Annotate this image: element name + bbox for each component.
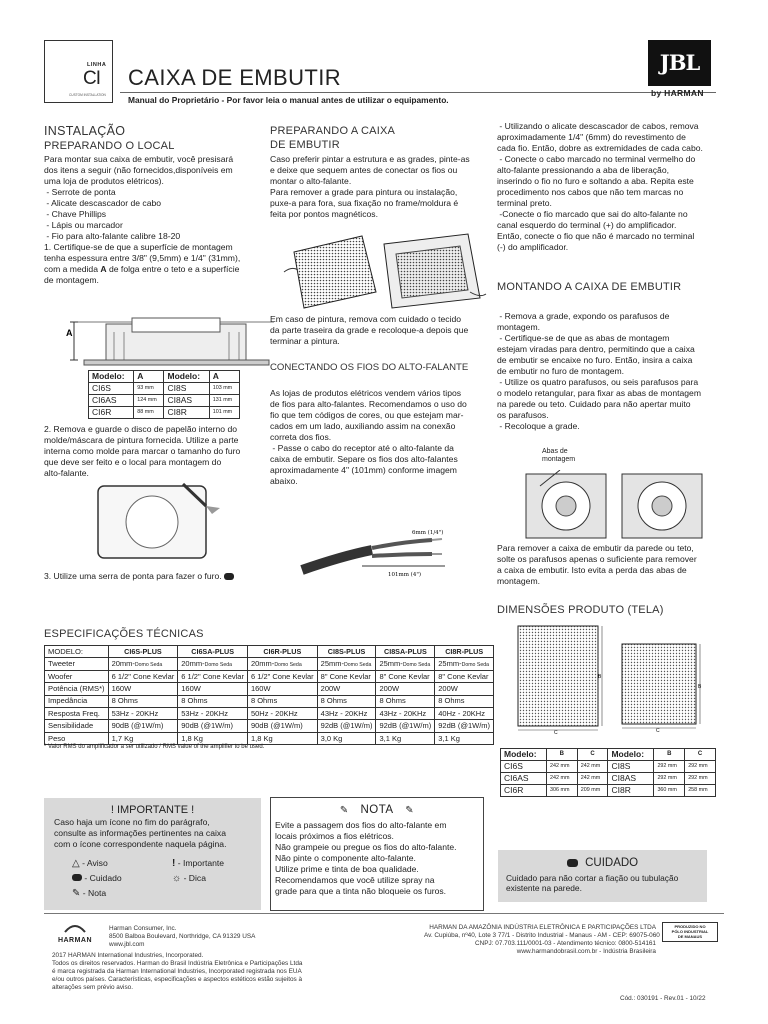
dim-c-label-2: C bbox=[656, 728, 660, 734]
text-line: caixa de embutir. Separe os fios dos alto-falantes bbox=[270, 454, 458, 464]
text-line: Em caso de pintura, remova com cuidado o tecido bbox=[270, 314, 462, 324]
table-header-cell: A bbox=[209, 371, 239, 383]
spec-cell: 50Hz - 20KHz bbox=[247, 707, 317, 719]
spec-cell: 200W bbox=[317, 683, 376, 695]
text-line: terminal preto. bbox=[497, 198, 552, 208]
table-cell: CI6S bbox=[89, 382, 134, 394]
text-line: cados em um lado, auxiliando assim na conexão bbox=[270, 421, 456, 431]
text-line: terminar a pintura. bbox=[270, 336, 340, 346]
text-line: que deve ser feito e o local para montagem do bbox=[44, 457, 222, 467]
table-header-cell: B bbox=[546, 749, 577, 761]
col3-wiring-text bbox=[497, 121, 727, 253]
table-header-cell: B bbox=[654, 749, 685, 761]
preparando-caixa-text bbox=[270, 154, 495, 220]
text-line: de fios para alto-falantes. Recomendamos o uso do bbox=[270, 399, 467, 409]
spec-label-cell: Potência (RMS*) bbox=[45, 683, 109, 695]
spec-cell: 25mm-Domo Seda bbox=[435, 658, 494, 670]
text-line: 1. Certifique-se de que a superfície de montagem bbox=[44, 242, 233, 252]
specs-heading: ESPECIFICAÇÕES TÉCNICAS bbox=[44, 628, 204, 640]
table-cell: 88 mm bbox=[134, 406, 164, 418]
table-cell: 292 mm bbox=[654, 772, 685, 784]
text-line: alto-falante pressionando a aba de liberação, bbox=[497, 165, 669, 175]
mounting-tabs-illustration bbox=[522, 470, 712, 542]
text-line: puxe-a para fora, sua fixação no frame/moldura é bbox=[270, 198, 459, 208]
spec-cell: 53Hz - 20KHz bbox=[178, 707, 248, 719]
text-line: o modelo retangular, para fixar as abas de montagem bbox=[497, 388, 701, 398]
text-line: - Passe o cabo do receptor até o alto-falante da bbox=[270, 443, 454, 453]
text-line: tenha espessura entre 3/8" (9,5mm) e 1/4" (31mm), bbox=[44, 253, 241, 263]
importante-box bbox=[44, 798, 261, 910]
dim-c-label-1: C bbox=[554, 730, 558, 734]
text-line: inserindo o fio no furo e soltando a aba. Repita este bbox=[497, 176, 694, 186]
table-cell: 292 mm bbox=[685, 760, 716, 772]
spec-cell: 200W bbox=[435, 683, 494, 695]
text-line: - Alicate descascador de cabo bbox=[44, 198, 162, 208]
footer-divider bbox=[44, 913, 724, 914]
spec-cell: 1,8 Kg bbox=[247, 732, 317, 744]
table-cell: 306 mm bbox=[546, 784, 577, 796]
spec-header-cell: CI6R-PLUS bbox=[247, 646, 317, 658]
table-cell: CI6S bbox=[501, 760, 547, 772]
remover-text bbox=[497, 543, 727, 587]
text-line: (-) do amplificador. bbox=[497, 242, 569, 252]
spec-cell: 43Hz - 20KHz bbox=[317, 707, 376, 719]
grille-dimensions-illustration bbox=[510, 622, 720, 734]
table-cell: CI6AS bbox=[89, 394, 134, 406]
table-row bbox=[45, 732, 494, 744]
table-cell: 292 mm bbox=[654, 760, 685, 772]
table-row bbox=[89, 394, 240, 406]
spec-label-cell: Impedância bbox=[45, 695, 109, 707]
nota-text bbox=[271, 818, 483, 899]
text-line: Para montar sua caixa de embutir, você presisará bbox=[44, 154, 234, 164]
spec-cell: 8" Cone Kevlar bbox=[317, 670, 376, 682]
text-line: Utilize prime e tinta de boa qualidade. bbox=[275, 863, 419, 874]
spec-cell: 200W bbox=[376, 683, 435, 695]
spec-cell-sub: Domo Seda bbox=[274, 662, 302, 669]
table-cell: 242 mm bbox=[577, 760, 608, 772]
spec-label-cell: Resposta Freq. bbox=[45, 707, 109, 719]
step2-text bbox=[44, 424, 274, 479]
table-cell: 93 mm bbox=[134, 382, 164, 394]
logo-ci-text: CI bbox=[83, 68, 100, 89]
table-cell: CI8S bbox=[164, 382, 209, 394]
spec-cell: 53Hz - 20KHz bbox=[108, 707, 178, 719]
footer-line: Todos os direitos reservados. Harman do Brasil Indústria Eletrônica e Participações Ltda bbox=[52, 960, 303, 967]
spec-cell: 8 Ohms bbox=[178, 695, 248, 707]
spec-header-cell: CI8S-PLUS bbox=[317, 646, 376, 658]
text-line: - Remova a grade, expondo os parafusos de bbox=[497, 311, 670, 321]
table-cell: CI8AS bbox=[164, 394, 209, 406]
table-row bbox=[45, 658, 494, 670]
footer-line: 2017 HARMAN International Industries, Incorporated. bbox=[52, 952, 204, 959]
text-line: - Serrote de ponta bbox=[44, 187, 116, 197]
spec-cell: 20mm-Domo Seda bbox=[247, 658, 317, 670]
text-line: interna como molde para marcar o tamanho do furo bbox=[44, 446, 241, 456]
page-title: CAIXA DE EMBUTIR bbox=[128, 65, 341, 90]
manaus-seal bbox=[662, 922, 718, 942]
text-line: montar o alto-falante. bbox=[270, 176, 352, 186]
preparando-caixa-heading1: PREPARANDO A CAIXA bbox=[270, 125, 396, 137]
preparando-local-heading: PREPARANDO O LOCAL bbox=[44, 140, 175, 152]
exclamation-icon: ! bbox=[172, 858, 176, 869]
text-line: existente na parede. bbox=[506, 883, 582, 894]
text-line: feita por pontos magnéticos. bbox=[270, 209, 378, 219]
ceiling-mount-illustration bbox=[44, 312, 274, 372]
spec-cell: 92dB (@1W/m) bbox=[376, 720, 435, 732]
footer-line: www.jbl.com bbox=[109, 941, 145, 948]
dim-a-bold: A bbox=[100, 264, 107, 274]
table-header-cell: C bbox=[577, 749, 608, 761]
spec-cell: 90dB (@1W/m) bbox=[247, 720, 317, 732]
spec-cell: 160W bbox=[178, 683, 248, 695]
table-cell: 209 mm bbox=[577, 784, 608, 796]
table-cell: CI6R bbox=[89, 406, 134, 418]
legend-aviso bbox=[72, 856, 122, 871]
table-header-cell: A bbox=[134, 371, 164, 383]
legend-importante bbox=[172, 856, 224, 871]
text-line: com o ícone correspondente naquela página. bbox=[54, 839, 227, 850]
spec-cell-sub: Domo Seda bbox=[134, 662, 163, 669]
note-icon: ✎ bbox=[72, 888, 81, 899]
conectando-text bbox=[270, 388, 495, 487]
table-header-cell: Modelo: bbox=[89, 371, 134, 383]
note-icon: ✎ bbox=[405, 805, 415, 816]
montando-heading: MONTANDO A CAIXA DE EMBUTIR bbox=[497, 281, 682, 293]
dimensions-table bbox=[500, 748, 716, 797]
table-cell: 131 mm bbox=[209, 394, 239, 406]
spec-cell: 8 Ohms bbox=[247, 695, 317, 707]
table-cell: 101 mm bbox=[209, 406, 239, 418]
wire-label-6mm: 6mm (1/4") bbox=[412, 530, 444, 536]
table-row bbox=[89, 406, 240, 418]
text-line: - Chave Phillips bbox=[44, 209, 107, 219]
table-header-cell: Modelo: bbox=[608, 749, 654, 761]
logo-linha-text: LINHA bbox=[87, 62, 107, 68]
table-row bbox=[501, 772, 716, 784]
table-header-cell: Modelo: bbox=[164, 371, 209, 383]
spec-cell: 6 1/2" Cone Kevlar bbox=[178, 670, 248, 682]
instalacao-text bbox=[44, 154, 274, 286]
spec-cell: 6 1/2" Cone Kevlar bbox=[108, 670, 178, 682]
spec-cell: 20mm-Domo Seda bbox=[108, 658, 178, 670]
seal-line: DE MANAUS bbox=[677, 934, 703, 939]
text-line: Recomendamos que você utilize spray na bbox=[275, 874, 435, 885]
spec-cell: 6 1/2" Cone Kevlar bbox=[247, 670, 317, 682]
text-line: Caso preferir pintar a estrutura e as grades, pinte-as bbox=[270, 154, 470, 164]
spec-header-cell: CI8SA-PLUS bbox=[376, 646, 435, 658]
spec-cell: 3,1 Kg bbox=[435, 732, 494, 744]
legend-dica bbox=[172, 871, 224, 886]
instalacao-heading: INSTALAÇÃO bbox=[44, 124, 126, 138]
text-line: os parafusos. bbox=[497, 410, 549, 420]
cuidado-text bbox=[498, 871, 707, 897]
spec-header-cell: CI6S-PLUS bbox=[108, 646, 178, 658]
table-row bbox=[501, 784, 716, 796]
importante-title: ! IMPORTANTE ! bbox=[110, 804, 195, 816]
footer-line: Av. Cupiúba, nº40, Lote 3 77/1 - Distrito Industrial - Manaus - AM - CEP: 69075-060 bbox=[424, 932, 660, 939]
text-line: canal esquerdo do terminal (+) do amplificador. bbox=[497, 220, 677, 230]
dimensoes-heading: DIMENSÕES PRODUTO (TELA) bbox=[497, 604, 664, 616]
text-line: - Lápis ou marcador bbox=[44, 220, 123, 230]
footer-line: CNPJ: 07.703.111/0001-03 - Atendimento técnico: 0800-514161 bbox=[475, 940, 656, 947]
cuidado-icon bbox=[224, 573, 234, 580]
spec-header-cell: CI8R-PLUS bbox=[435, 646, 494, 658]
cuidado-icon bbox=[72, 874, 82, 881]
pintura-text bbox=[270, 314, 495, 347]
warning-icon: △ bbox=[72, 858, 80, 869]
spec-cell: 40Hz - 20KHz bbox=[435, 707, 494, 719]
text-line: correta dos fios. bbox=[270, 432, 332, 442]
footer-line: Harman Consumer, Inc. bbox=[109, 925, 177, 932]
spec-label-cell: Woofer bbox=[45, 670, 109, 682]
spec-label-cell: Peso bbox=[45, 732, 109, 744]
dim-a-label: A bbox=[66, 328, 73, 338]
preparando-caixa-heading2: DE EMBUTIR bbox=[270, 139, 340, 151]
table-cell: CI6R bbox=[501, 784, 547, 796]
seal-line: PRODUZIDO NO bbox=[674, 924, 706, 929]
text-line: e deixe que sequem antes de conectar os fios ou bbox=[270, 165, 458, 175]
text-line: 2. Remova e guarde o disco de papelão interno do bbox=[44, 424, 238, 434]
spec-cell: 92dB (@1W/m) bbox=[435, 720, 494, 732]
note-icon: ✎ bbox=[339, 805, 349, 816]
spec-cell: 1,8 Kg bbox=[178, 732, 248, 744]
text-line: - Conecte o cabo marcado no terminal vermelho do bbox=[497, 154, 696, 164]
footer-line: 8500 Balboa Boulevard, Northridge, CA 91329 USA bbox=[109, 933, 256, 940]
wire-label-101mm: 101mm (4") bbox=[388, 572, 421, 578]
text-line: Não pinte o componente alto-falante. bbox=[275, 852, 416, 863]
harman-emblem-icon bbox=[63, 922, 87, 934]
footer-line: e/ou outros países. Características, especificações e aspectos estéticos estão sujeitos à bbox=[52, 976, 303, 983]
spec-header-cell: MODELO: bbox=[45, 646, 109, 658]
table-cell: CI8R bbox=[164, 406, 209, 418]
text-line: Cuidado para não cortar a fiação ou tubulação bbox=[506, 872, 679, 883]
spec-cell: 8 Ohms bbox=[317, 695, 376, 707]
table-cell: 242 mm bbox=[546, 760, 577, 772]
text-line: montagem. bbox=[497, 322, 540, 332]
footer-copyright bbox=[52, 952, 302, 992]
legend-nota-label: - Nota bbox=[82, 888, 107, 898]
footer-line: HARMAN DA AMAZÔNIA INDÚSTRIA ELETRÔNICA E PARTICIPAÇÕES LTDA bbox=[429, 924, 656, 931]
text-line: Evite a passagem dos fios do alto-falante em bbox=[275, 819, 447, 830]
spec-cell: 8" Cone Kevlar bbox=[435, 670, 494, 682]
linha-ci-logo bbox=[44, 40, 113, 103]
text-line: - Utilize os quatro parafusos, ou seis parafusos para bbox=[497, 377, 699, 387]
legend-dica-label: - Dica bbox=[183, 873, 207, 883]
text-line: - Certifique-se de que as abas de montagem bbox=[497, 333, 670, 343]
spec-cell: 25mm-Domo Seda bbox=[376, 658, 435, 670]
text-line: Para remover a grade para pintura ou instalação, bbox=[270, 187, 458, 197]
spec-cell: 8 Ohms bbox=[435, 695, 494, 707]
table-cell: 360 mm bbox=[654, 784, 685, 796]
abas-label-2: montagem bbox=[542, 456, 576, 464]
spec-cell-sub: Domo Seda bbox=[461, 662, 490, 669]
table-cell: 242 mm bbox=[577, 772, 608, 784]
text-line: - Fio para alto-falante calibre 18-20 bbox=[44, 231, 181, 241]
text-line: Caso haja um ícone no fim do parágrafo, bbox=[54, 817, 210, 828]
table-cell: CI8S bbox=[608, 760, 654, 772]
spec-cell-sub: Domo Seda bbox=[402, 662, 431, 669]
nota-title: NOTA bbox=[360, 804, 394, 816]
text-line: alto-falante. bbox=[44, 468, 89, 478]
spec-cell: 43Hz - 20KHz bbox=[376, 707, 435, 719]
harman-footer-text: HARMAN bbox=[57, 937, 93, 944]
text-line: - Utilizando o alicate descascador de cabos, remova bbox=[497, 121, 699, 131]
footer-br-address bbox=[424, 924, 660, 956]
legend-aviso-label: - Aviso bbox=[82, 858, 108, 868]
nota-title-row bbox=[271, 803, 483, 818]
spec-cell: 8 Ohms bbox=[108, 695, 178, 707]
text-line: Não grampeie ou pregue os fios do alto-falante. bbox=[275, 841, 457, 852]
wire-strip-illustration bbox=[300, 520, 490, 582]
text-line: locais próximos a fios elétricos. bbox=[275, 830, 394, 841]
footer-line: www.harmandobrasil.com.br - Indústria Brasileira bbox=[516, 948, 656, 955]
spec-cell: 8" Cone Kevlar bbox=[376, 670, 435, 682]
table-row bbox=[501, 760, 716, 772]
table-cell: 258 mm bbox=[685, 784, 716, 796]
clearance-table bbox=[88, 370, 240, 419]
text-line: grade para que a tinta não bloqueie os furos. bbox=[275, 885, 447, 896]
footer-line: é marca registrada da Harman International Industries, Incorporated registrada nos EUA bbox=[52, 968, 302, 975]
text-line: Então, conecte o fio que não é marcado no terminal bbox=[497, 231, 695, 241]
specs-footnote: * Valor RMS do amplificador a ser utilizado / RMS value of the amplifier to be used. bbox=[44, 744, 265, 750]
montando-text bbox=[497, 311, 727, 432]
footer-us-address bbox=[109, 925, 255, 949]
text-line: de embutir no furo de montagem. bbox=[497, 366, 625, 376]
header-divider bbox=[120, 92, 716, 93]
cuidado-icon bbox=[567, 859, 578, 867]
table-cell: CI8R bbox=[608, 784, 654, 796]
dim-b-label-1: B bbox=[598, 674, 602, 680]
table-cell: 124 mm bbox=[134, 394, 164, 406]
importante-text bbox=[44, 817, 261, 850]
table-row bbox=[45, 707, 494, 719]
spec-header-cell: CI6SA-PLUS bbox=[178, 646, 248, 658]
text-line: dos itens a seguir (não fornecidos,disponíveis em bbox=[44, 165, 233, 175]
step3-text bbox=[44, 571, 234, 582]
seal-line: PÓLO INDUSTRIAL bbox=[671, 929, 709, 934]
table-header-cell: Modelo: bbox=[501, 749, 547, 761]
text-line: estejam viradas para dentro, permitindo que a caixa bbox=[497, 344, 695, 354]
spec-cell: 3,0 Kg bbox=[317, 732, 376, 744]
table-row bbox=[45, 670, 494, 682]
template-tracing-illustration bbox=[88, 478, 228, 568]
footer-code: Cód.: 030191 - Rev.01 - 10/22 bbox=[620, 995, 706, 1002]
table-cell: 103 mm bbox=[209, 382, 239, 394]
by-harman-logo: by HARMAN bbox=[651, 88, 704, 98]
table-header-cell: C bbox=[685, 749, 716, 761]
grille-removal-illustration bbox=[280, 222, 490, 314]
jbl-logo: JBL bbox=[648, 40, 711, 86]
table-row bbox=[45, 720, 494, 732]
nota-box bbox=[270, 797, 484, 911]
spec-cell: 8 Ohms bbox=[376, 695, 435, 707]
text-line: solte os parafusos apenas o suficiente para remover bbox=[497, 554, 697, 564]
text-line: fio que tem códigos de cores, ou que estejam mar- bbox=[270, 410, 464, 420]
spec-cell: 3,1 Kg bbox=[376, 732, 435, 744]
spec-cell: 92dB (@1W/m) bbox=[317, 720, 376, 732]
spec-cell: 25mm-Domo Seda bbox=[317, 658, 376, 670]
text-line: com a medida A de folga entre o teto e a superfície bbox=[44, 264, 240, 274]
text-line: As lojas de produtos elétricos vendem vários tipos bbox=[270, 388, 462, 398]
text-line: aproximadamente 1/4" (6mm) do revestimento de bbox=[497, 132, 686, 142]
spec-cell: 20mm-Domo Seda bbox=[178, 658, 248, 670]
legend-importante-label: - Importante bbox=[177, 858, 225, 868]
cuidado-title: CUIDADO bbox=[585, 857, 639, 869]
text-line: abaixo. bbox=[270, 476, 298, 486]
spec-cell: 90dB (@1W/m) bbox=[178, 720, 248, 732]
abas-label-1: Abas de bbox=[542, 448, 568, 455]
abas-label bbox=[542, 448, 575, 465]
text-line: Para remover a caixa de embutir da parede ou teto, bbox=[497, 543, 694, 553]
conectando-heading: CONECTANDO OS FIOS DO ALTO-FALANTE bbox=[270, 362, 469, 373]
harman-footer-logo bbox=[52, 922, 98, 946]
spec-label-cell: Tweeter bbox=[45, 658, 109, 670]
text-line: uma loja de produtos elétricos). bbox=[44, 176, 164, 186]
text-line: -Conecte o fio marcado que sai do alto-falante no bbox=[497, 209, 688, 219]
spec-cell-sub: Domo Seda bbox=[204, 662, 233, 669]
text-line: de embutir se encaixe no furo. Então, insira a caixa bbox=[497, 355, 693, 365]
table-cell: 292 mm bbox=[685, 772, 716, 784]
spec-cell: 160W bbox=[247, 683, 317, 695]
text-line: procedimento nos cabos que não tem marcas no bbox=[497, 187, 684, 197]
step3-label: 3. Utilize uma serra de ponta para fazer o furo. bbox=[44, 571, 222, 581]
table-cell: CI6AS bbox=[501, 772, 547, 784]
text-line: montagem. bbox=[497, 576, 540, 586]
footer-line: alterações sem prévio aviso. bbox=[52, 984, 133, 991]
text-line: na parede ou teto. Cuidado para não apertar muito bbox=[497, 399, 691, 409]
text-line: de montagem. bbox=[44, 275, 99, 285]
dim-b-label-2: B bbox=[698, 684, 702, 690]
legend-cuidado bbox=[72, 871, 122, 886]
cuidado-box bbox=[498, 850, 707, 902]
text-line: cada fio. Então, dobre as extremidades de cada cabo. bbox=[497, 143, 703, 153]
legend-nota bbox=[72, 886, 122, 901]
text-line: molde/máscara de pintura fornecida. Utilize a parte bbox=[44, 435, 239, 445]
legend-cuidado-label: - Cuidado bbox=[84, 873, 122, 883]
table-row bbox=[89, 382, 240, 394]
lightbulb-icon: ☼ bbox=[172, 873, 182, 884]
table-cell: CI8AS bbox=[608, 772, 654, 784]
cuidado-title-row bbox=[498, 856, 707, 871]
logo-sub-text: CUSTOM INSTALLATION bbox=[69, 93, 106, 97]
text-line: da parte traseira da grade e recoloque-a depois que bbox=[270, 325, 469, 335]
page-subtitle: Manual do Proprietário - Por favor leia o manual antes de utilizar o equipamento. bbox=[128, 95, 449, 105]
specs-table bbox=[44, 645, 494, 745]
table-row bbox=[45, 695, 494, 707]
spec-cell: 90dB (@1W/m) bbox=[108, 720, 178, 732]
spec-cell: 160W bbox=[108, 683, 178, 695]
spec-cell-sub: Domo Seda bbox=[344, 662, 372, 669]
text-line: consulte as informações pertinentes na caixa bbox=[54, 828, 226, 839]
text-line: aproximadamente 4" (101mm) conforme imagem bbox=[270, 465, 457, 475]
text-line: - Recoloque a grade. bbox=[497, 421, 580, 431]
text-line: a caixa de embutir. Isto evita a perda das abas de bbox=[497, 565, 687, 575]
spec-label-cell: Sensibilidade bbox=[45, 720, 109, 732]
spec-cell: 1,7 Kg bbox=[108, 732, 178, 744]
table-cell: 242 mm bbox=[546, 772, 577, 784]
table-row bbox=[45, 683, 494, 695]
